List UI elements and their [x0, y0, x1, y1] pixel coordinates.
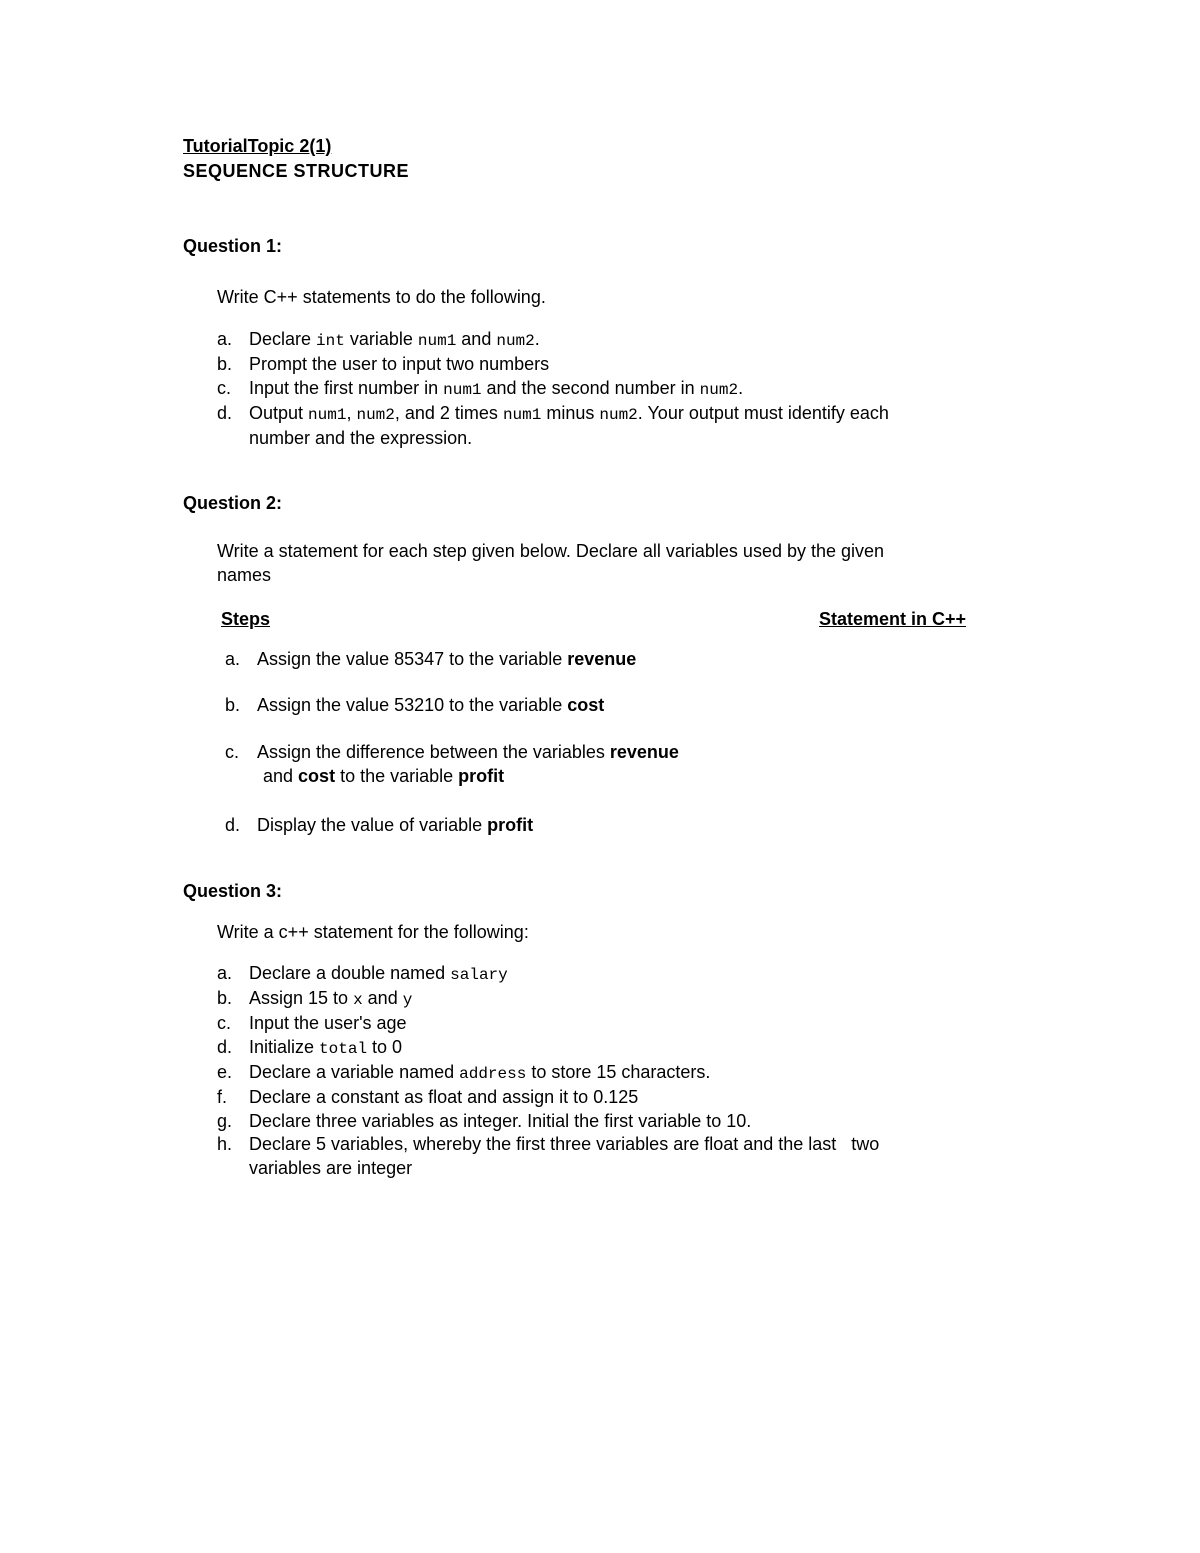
column-header-steps: Steps — [221, 609, 271, 629]
list-marker: d. — [225, 815, 241, 835]
code-int: int — [316, 332, 345, 350]
list-marker: b. — [217, 988, 233, 1008]
list-marker: c. — [225, 742, 240, 762]
list-marker: c. — [217, 1013, 232, 1033]
q1-item-d-line2: number and the expression. — [249, 428, 473, 448]
list-marker: f. — [217, 1087, 228, 1107]
code-num1: num1 — [417, 332, 457, 350]
question-1-intro: Write C++ statements to do the following. — [217, 287, 546, 307]
list-marker: b. — [225, 695, 241, 715]
question-3-heading: Question 3: — [183, 881, 283, 901]
document-subtitle: SEQUENCE STRUCTURE — [183, 161, 410, 181]
list-marker: e. — [217, 1062, 233, 1082]
code-num2: num2 — [496, 332, 535, 350]
list-marker: d. — [217, 403, 233, 423]
question-3-intro: Write a c++ statement for the following: — [217, 922, 529, 942]
list-marker: b. — [217, 354, 233, 374]
list-marker: h. — [217, 1134, 233, 1154]
question-2-intro-line2: names — [217, 565, 272, 585]
q3-item-h-line2: variables are integer — [249, 1158, 413, 1178]
q2-item-c-line2: and cost to the variable profit — [263, 766, 505, 786]
document-page: TutorialTopic 2(1) SEQUENCE STRUCTURE Question 1: Write C++ statements to do the following. a. Declare int variable num1 and num2. b. Prompt the user to input two numbers c. Input the first number in num1 and the second number in num2. d. Output num1, num2, and 2 times num1 minus num2. Your output must identify each number and the expression. Question 2: Write a statement for each step given below. Declare all variables used by the given names Steps Statement in C++ a. Assign the value 85347 to the variable revenue b. Assign the value 53210 to the variable cost c. Assign the difference between the variables revenue and cost to the variable profit d. Display the value of variable profit Question 3: Write a c++ statement for the following: a. Declare a double named salary b. Assign 15 to x and y c. Input the user's age d. Initialize total to 0 e. Declare a variable named address to store 15 characters. f. Declare a constant as float and assign it to 0.125 g. Declare three variables as integer. Initial the first variable to 10. h. Declare 5 variables, whereby the first three variables are float and the last two variables are integer — [183, 136, 967, 1178]
list-marker: a. — [225, 649, 241, 669]
question-2-heading: Question 2: — [183, 493, 283, 513]
list-marker: c. — [217, 378, 232, 398]
question-2-intro-line1: Write a statement for each step given below. Declare all variables used by the given — [217, 541, 885, 561]
document-title: TutorialTopic 2(1) — [183, 136, 332, 156]
list-marker: a. — [217, 963, 233, 983]
question-1-heading: Question 1: — [183, 236, 283, 256]
list-marker: g. — [217, 1111, 233, 1131]
column-header-statement: Statement in C++ — [819, 609, 967, 629]
list-marker: d. — [217, 1037, 233, 1057]
list-marker: a. — [217, 329, 233, 349]
